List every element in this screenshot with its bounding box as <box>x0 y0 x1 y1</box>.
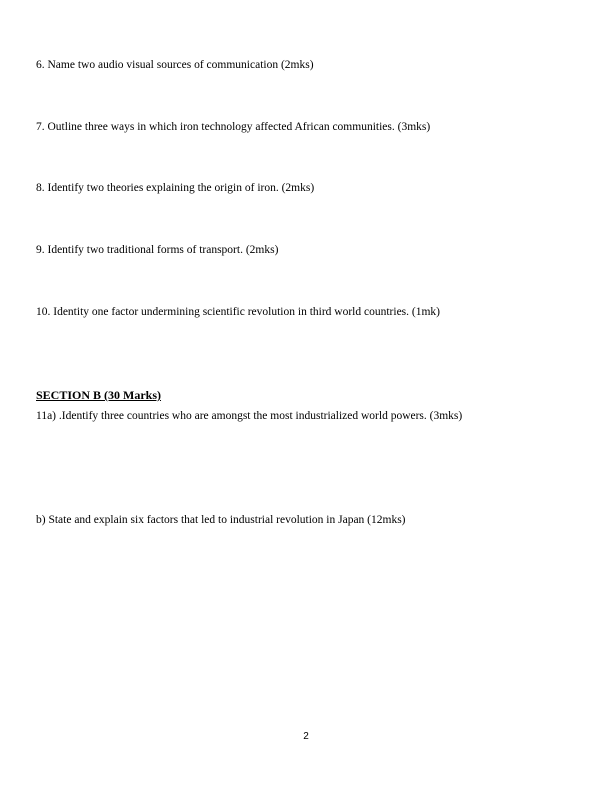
question-8: 8. Identify two theories explaining the origin of iron. (2mks) <box>36 182 315 194</box>
question-11b: b) State and explain six factors that led to industrial revolution in Japan (12mks) <box>36 514 406 526</box>
section-b-heading: SECTION B (30 Marks) <box>36 388 162 402</box>
question-11a: 11a) .Identify three countries who are amongst the most industrialized world powers. (3mks) <box>36 410 463 422</box>
question-9: 9. Identify two traditional forms of transport. (2mks) <box>36 244 279 256</box>
page-number: 2 <box>303 731 309 742</box>
question-7: 7. Outline three ways in which iron technology affected African communities. (3mks) <box>36 121 431 133</box>
question-10: 10. Identity one factor undermining scientific revolution in third world countries. (1mk) <box>36 306 440 318</box>
question-6: 6. Name two audio visual sources of communication (2mks) <box>36 59 314 71</box>
